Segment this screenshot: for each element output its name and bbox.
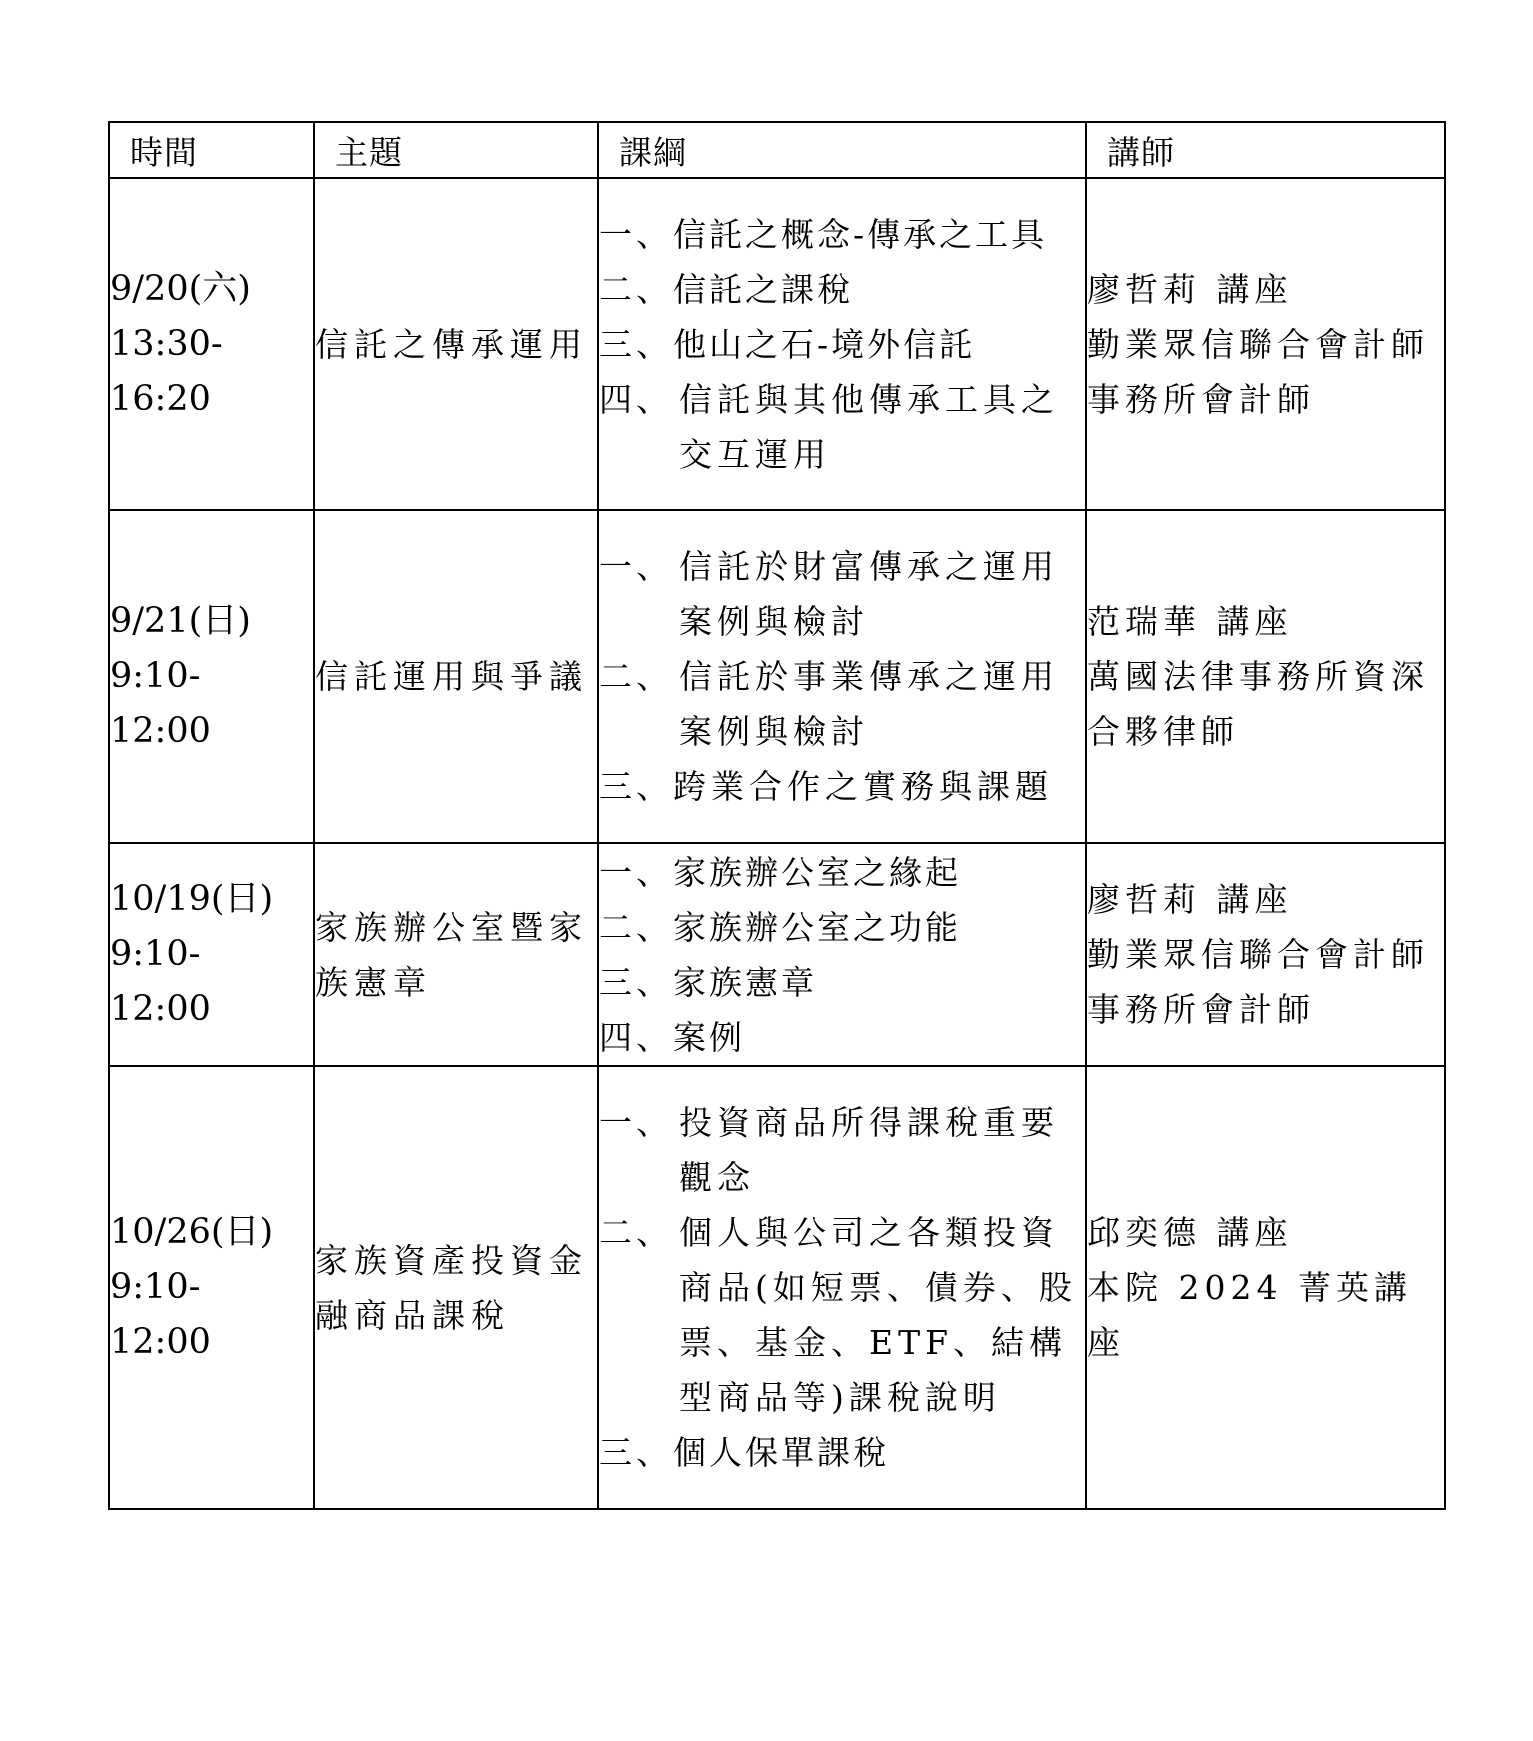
table-row [109, 1066, 1445, 1509]
time-cell [109, 510, 314, 843]
session-date: 9/21(日) [110, 601, 251, 641]
outline-cell [598, 510, 1086, 843]
outline-item: 二、信託之課稅 [599, 269, 853, 309]
session-start: 13:30- [110, 323, 223, 364]
outline-item: 一、家族辦公室之緣起 [599, 852, 961, 892]
teacher-name: 范瑞華 講座 [1087, 602, 1293, 641]
teacher-cell [1086, 510, 1445, 843]
topic-cell: 家族資產投資金融商品課稅 [314, 1066, 598, 1509]
outline-item: 二、家族辦公室之功能 [599, 907, 961, 947]
session-date: 10/19(日) [110, 879, 274, 919]
table-row [109, 843, 1445, 1066]
table-row [109, 178, 1445, 510]
teacher-affiliation: 萬國法律事務所資深合夥律師 [1087, 657, 1429, 751]
teacher-name: 邱奕德 講座 [1087, 1213, 1293, 1252]
header-time: 時間 [109, 122, 314, 178]
header-topic: 主題 [314, 122, 598, 178]
session-end: 12:00 [110, 989, 211, 1029]
teacher-cell [1086, 843, 1445, 1066]
session-date: 10/26(日) [110, 1212, 274, 1252]
outline-cell [598, 178, 1086, 510]
session-end: 16:20 [110, 378, 211, 419]
outline-item: 三、個人保單課稅 [599, 1433, 889, 1472]
session-start: 9:10- [110, 934, 201, 974]
teacher-name: 廖哲莉 講座 [1087, 880, 1293, 919]
outline-item: 二、 信託於事業傳承之運用案例與檢討 [599, 657, 1059, 751]
session-start: 9:10- [110, 656, 201, 696]
outline-item: 三、跨業合作之實務與課題 [599, 767, 1053, 806]
teacher-name: 廖哲莉 講座 [1087, 269, 1293, 309]
session-end: 12:00 [110, 1322, 211, 1362]
outline-item: 三、家族憲章 [599, 962, 817, 1002]
outline-item: 三、他山之石-境外信託 [599, 324, 976, 364]
time-cell [109, 843, 314, 1066]
teacher-affiliation: 勤業眾信聯合會計師事務所會計師 [1087, 935, 1429, 1029]
session-date: 9/20(六) [110, 268, 251, 309]
header-teacher: 講師 [1086, 122, 1445, 178]
time-cell [109, 1066, 314, 1509]
topic-cell: 家族辦公室暨家族憲章 [314, 843, 598, 1066]
table-header-row [109, 122, 1445, 178]
outline-item: 一、 投資商品所得課稅重要觀念 [599, 1103, 1059, 1197]
time-cell [109, 178, 314, 510]
header-outline: 課綱 [598, 122, 1086, 178]
outline-item: 四、 信託與其他傳承工具之交互運用 [599, 379, 1059, 474]
session-end: 12:00 [110, 711, 211, 751]
table-row [109, 510, 1445, 843]
outline-cell [598, 1066, 1086, 1509]
teacher-affiliation: 本院 2024 菁英講座 [1087, 1268, 1412, 1362]
topic-cell: 信託運用與爭議 [314, 510, 598, 843]
outline-item: 一、 信託於財富傳承之運用案例與檢討 [599, 547, 1059, 641]
topic-cell: 信託之傳承運用 [314, 178, 598, 510]
teacher-cell [1086, 178, 1445, 510]
teacher-cell [1086, 1066, 1445, 1509]
course-schedule-table [108, 121, 1446, 1510]
outline-item: 四、案例 [599, 1017, 745, 1057]
teacher-affiliation: 勤業眾信聯合會計師事務所會計師 [1087, 324, 1429, 419]
outline-cell [598, 843, 1086, 1066]
session-start: 9:10- [110, 1267, 201, 1307]
outline-item: 一、信託之概念-傳承之工具 [599, 214, 1048, 254]
outline-item: 二、 個人與公司之各類投資商品(如短票、債券、股票、基金、ETF、結構型商品等)課稅說明 [599, 1213, 1077, 1417]
